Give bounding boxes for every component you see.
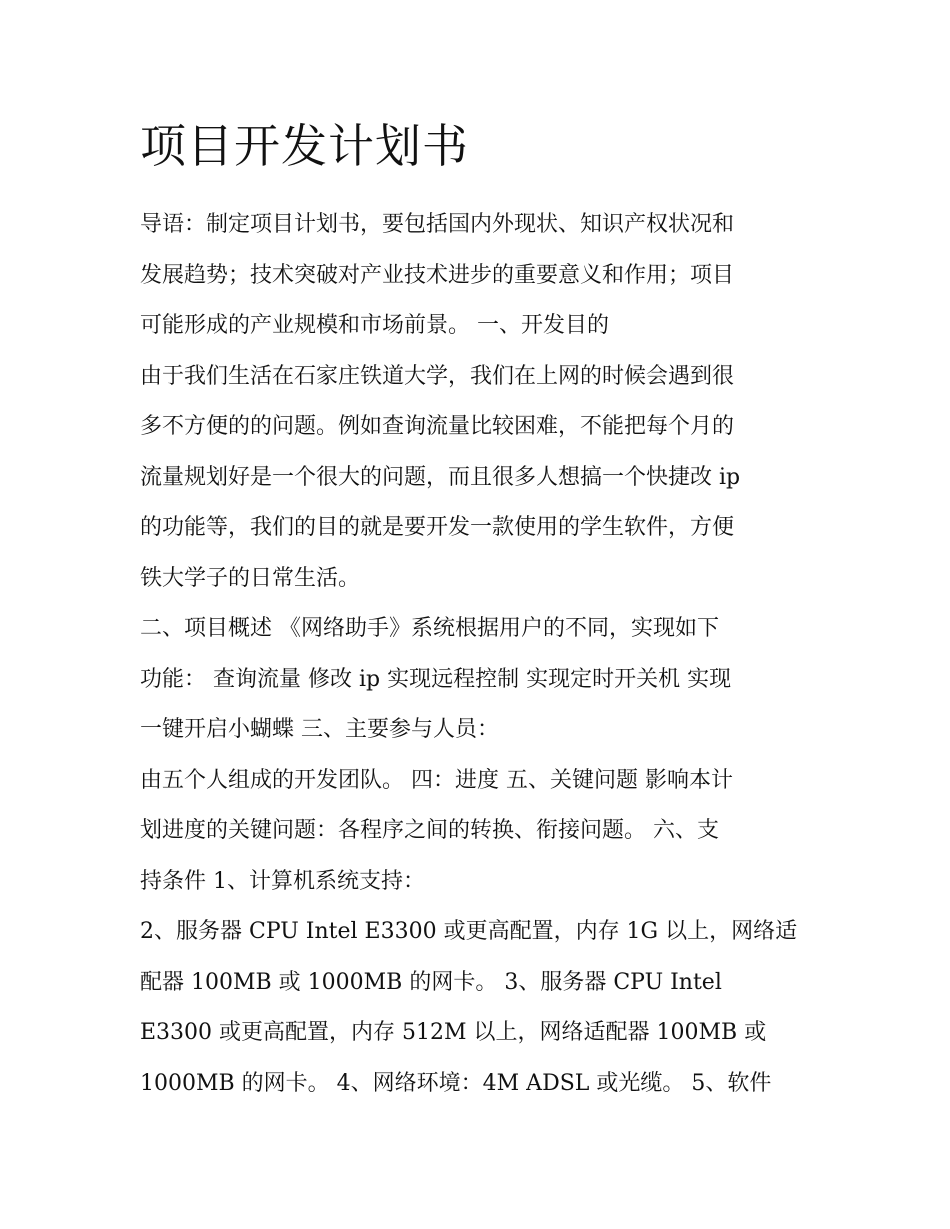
- body-line: 的功能等，我们的目的就是要开发一款使用的学生软件，方便: [140, 515, 735, 540]
- document-page: [140, 114, 820, 1109]
- body-line: 由于我们生活在石家庄铁道大学，我们在上网的时候会遇到很: [140, 363, 735, 389]
- document-title: 项目开发计划书: [140, 119, 469, 173]
- body-line: 持条件 1、计算机系统支持：: [140, 868, 425, 894]
- body-line: 可能形成的产业规模和市场前景。 一、开发目的: [140, 313, 609, 338]
- body-line: 功能： 查询流量 修改 ip 实现远程控制 实现定时开关机 实现: [140, 666, 732, 692]
- body-line: 流量规划好是一个很大的问题，而且很多人想搞一个快捷改 ip: [140, 464, 741, 490]
- body-line: 发展趋势；技术突破对产业技术进步的重要意义和作用；项目: [140, 262, 735, 288]
- body-line: 二、项目概述 《网络助手》系统根据用户的不同，实现如下: [140, 616, 719, 641]
- body-line: 划进度的关键问题：各程序之间的转换、衔接问题。 六、支: [140, 818, 719, 843]
- document-body: [140, 200, 820, 1109]
- body-line: 配器 100MB 或 1000MB 的网卡。 3、服务器 CPU Intel: [140, 969, 722, 995]
- body-line: 导语：制定项目计划书，要包括国内外现状、知识产权状况和: [140, 212, 735, 237]
- body-line: 由五个人组成的开发团队。 四：进度 五、关键问题 影响本计: [140, 767, 733, 793]
- body-line: 1000MB 的网卡。 4、网络环境：4M ADSL 或光缆。 5、软件: [140, 1070, 772, 1096]
- body-line: E3300 或更高配置，内存 512M 以上，网络适配器 100MB 或: [140, 1020, 767, 1045]
- body-line: 铁大学子的日常生活。: [140, 565, 361, 591]
- body-line: 多不方便的的问题。例如查询流量比较困难，不能把每个月的: [140, 414, 735, 439]
- body-line: 一键开启小蝴蝶 三、主要参与人员：: [140, 717, 499, 742]
- body-line: 2、服务器 CPU Intel E3300 或更高配置，内存 1G 以上，网络适: [140, 919, 798, 944]
